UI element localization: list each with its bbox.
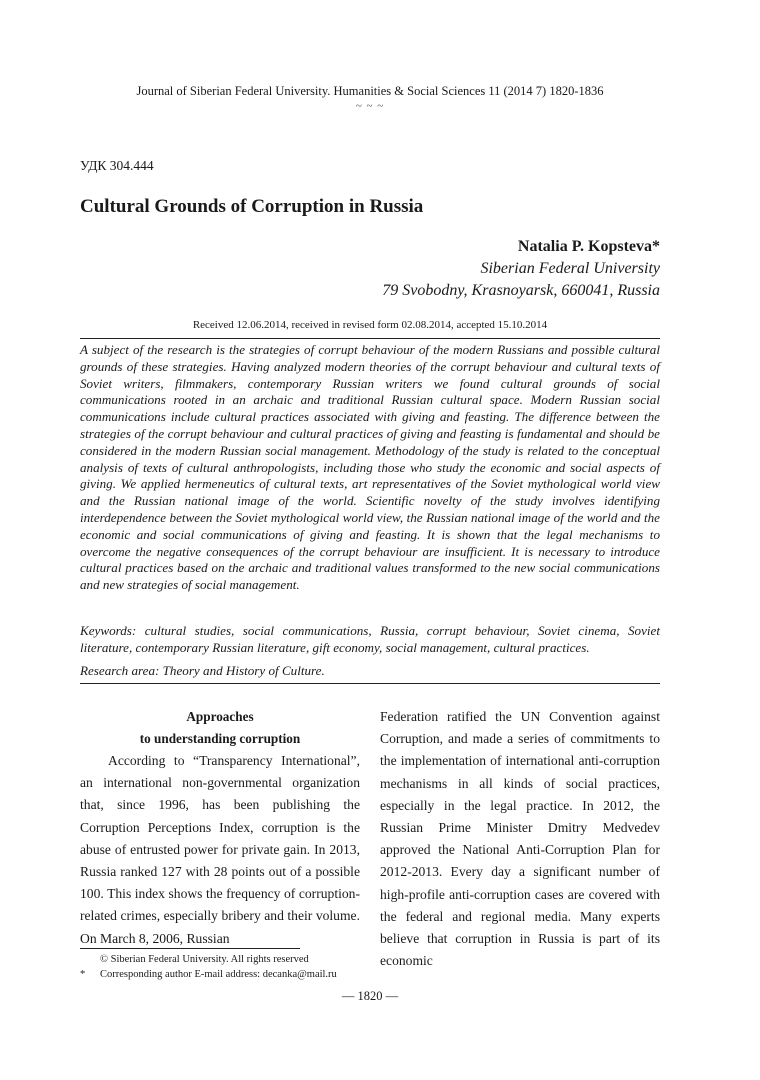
- keywords: Keywords: cultural studies, social communications, Russia, corrupt behaviour, Soviet cinema, Soviet literature, contemporary Russian literature, gift economy, social management, cultural practices.: [80, 623, 660, 655]
- footnotes: [80, 952, 337, 982]
- footnote-rule: [80, 948, 300, 949]
- right-column-text: Federation ratified the UN Convention against Corruption, and made a series of commitments to the implementation of international anti-corruption mechanisms in all kinds of social practices, especially in the legal practice. In 2012, the Russian Prime Minister Dmitry Medvedev approved the National Anti-Corruption Plan for 2012-2013. Every day a significant number of high-profile anti-corruption cases are covered with the federal and regional media. Many experts believe that corruption in Russia is part of its economic: [380, 709, 660, 969]
- corresponding-text: Corresponding author E-mail address: decanka@mail.ru: [100, 969, 337, 980]
- copyright-text: © Siberian Federal University. All rights reserved: [100, 954, 309, 965]
- right-column: [380, 706, 660, 972]
- footnote-copyright: [80, 952, 337, 967]
- footnote-mark: *: [80, 969, 86, 980]
- footnote-corresponding: [80, 967, 337, 982]
- header-ornament: ~ ~ ~: [355, 100, 385, 112]
- udk-code: УДК 304.444: [80, 158, 154, 173]
- author-block: [382, 236, 660, 302]
- abstract: A subject of the research is the strategies of corrupt behaviour of the modern Russians and possible cultural grounds of these strategies. Having analyzed modern theories of the corrupt behaviour and cultural texts of Soviet writers, filmmakers, contemporary Russian writers we found cultural grounds of social communications rooted in an archaic and traditional Russian cultural space. Modern Russian social communications include cultural practices associated with giving and feasting. The difference between the strategies of the corrupt behaviour and cultural practices of giving and feasting is fundamental and should be considered in the modern Russian social management. Methodology of the study is related to the conceptual analysis of texts of cultural anthropologists, including those who study the economic and social aspects of giving. We applied hermeneutics of cultural texts, art representatives of the Soviet mythological world view and the Russian national image of the world. Scientific novelty of the study involves identifying interdependence between the Soviet mythological world view, the Russian national image of the world and the economic and social communications of giving and feasting. It is shown that the legal mechanisms to overcome the negative consequences of the corrupt behaviour are insufficient. It is necessary to introduce cultural practices based on the archaic and traditional values transformed to the new social communications and new strategies of social management.: [80, 342, 660, 593]
- journal-header: Journal of Siberian Federal University. Humanities & Social Sciences 11 (2014 7) 1820-1836: [136, 84, 604, 98]
- section-heading-line2: to understanding corruption: [139, 731, 301, 746]
- received-dates: Received 12.06.2014, received in revised form 02.08.2014, accepted 15.10.2014: [192, 319, 548, 331]
- author-name: Natalia P. Kopsteva*: [517, 238, 660, 255]
- section-heading-line1: Approaches: [186, 709, 254, 724]
- page-number: — 1820 —: [341, 989, 399, 1003]
- left-column: [80, 706, 360, 950]
- research-area: Research area: Theory and History of Culture.: [80, 663, 325, 678]
- abstract-bottom-rule: [80, 683, 660, 684]
- author-affiliation: Siberian Federal University: [480, 260, 660, 277]
- abstract-top-rule: [80, 338, 660, 339]
- left-column-text: According to “Transparency International”, an international non-governmental organization that, since 1996, has been publishing the Corruption Perceptions Index, corruption is the abuse of entrusted power for private gain. In 2013, Russia ranked 127 with 28 points out of a possible 100. This index shows the frequency of corruption-related crimes, especially bribery and their volume. On March 8, 2006, Russian: [80, 753, 360, 946]
- article-title: Cultural Grounds of Corruption in Russia: [80, 196, 424, 217]
- author-address: 79 Svobodny, Krasnoyarsk, 660041, Russia: [382, 282, 660, 299]
